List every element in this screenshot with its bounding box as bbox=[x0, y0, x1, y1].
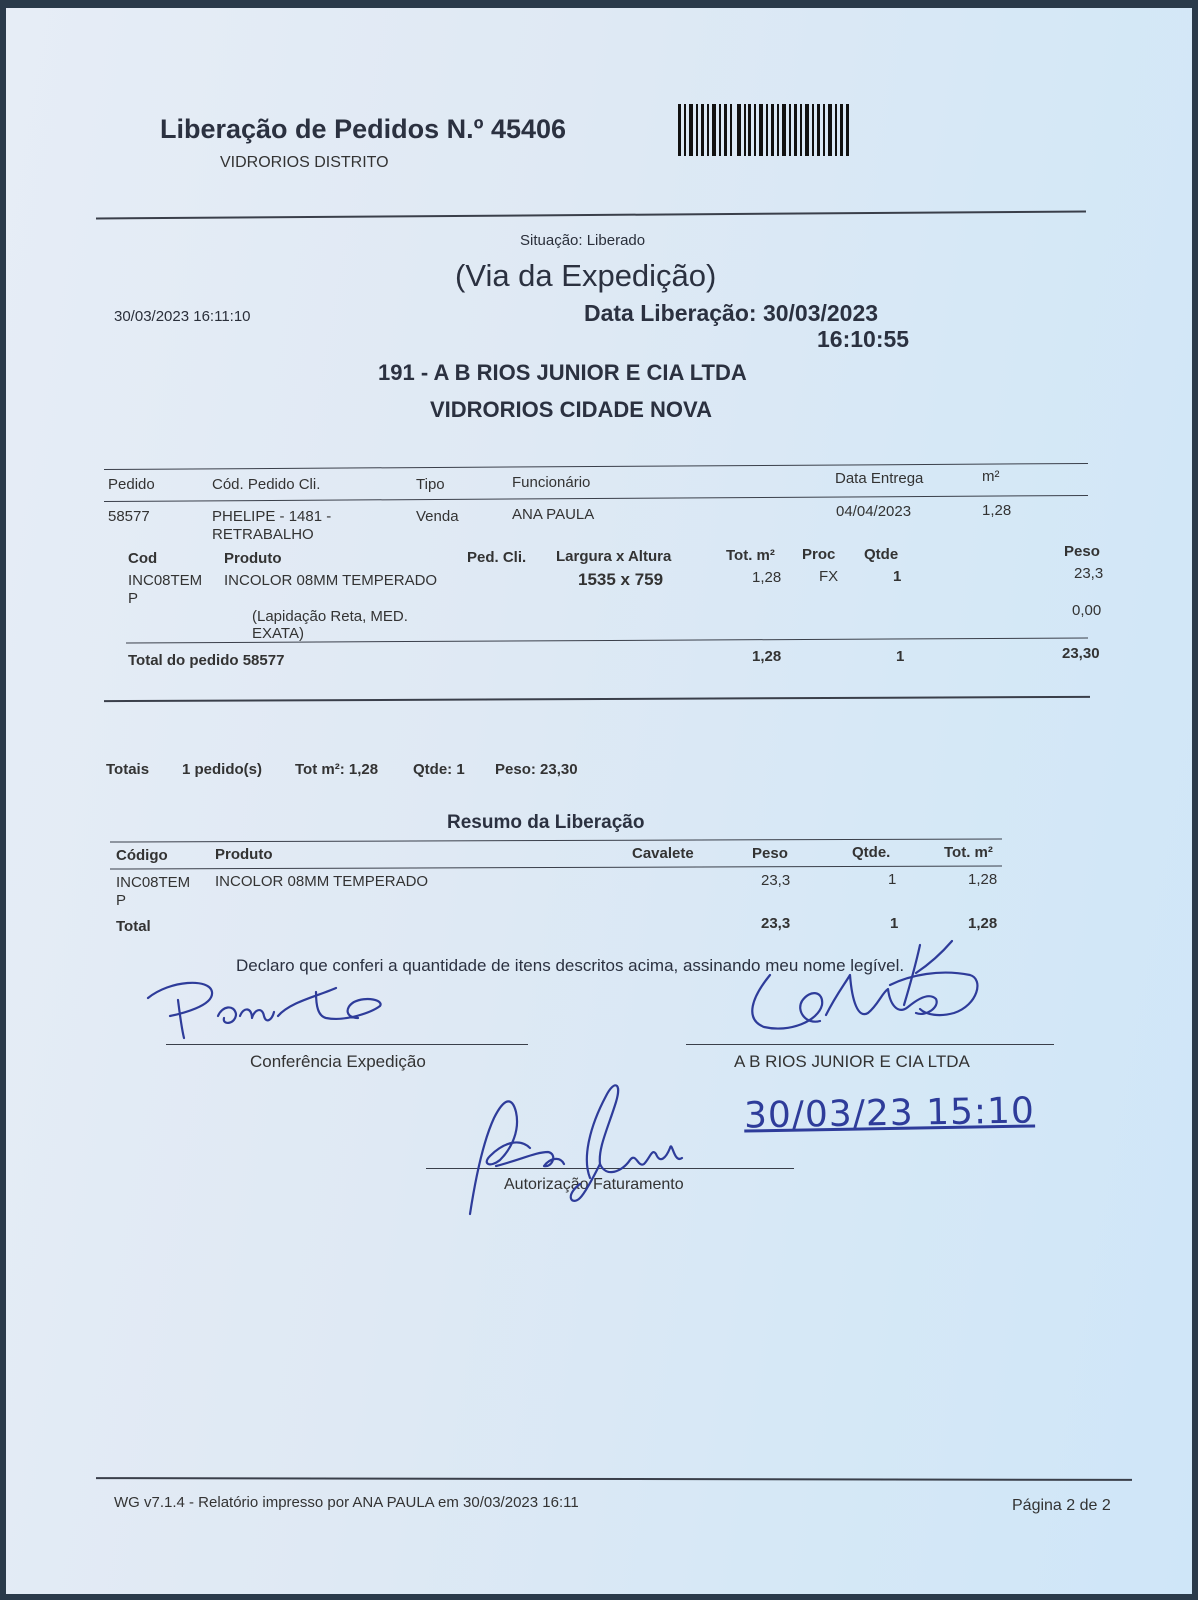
client-order-code: PHELIPE - 1481 - bbox=[212, 508, 332, 525]
summary-product: INCOLOR 08MM TEMPERADO bbox=[215, 873, 429, 890]
summary-weight: 23,3 bbox=[761, 872, 791, 889]
col-header-pedido: Pedido bbox=[108, 476, 155, 493]
signature-autorizacao-ink bbox=[460, 1068, 720, 1228]
copy-type: (Via da Expedição) bbox=[455, 258, 717, 293]
release-date: Data Liberação: 30/03/2023 bbox=[584, 300, 879, 326]
col-header-ped-cli: Ped. Cli. bbox=[467, 549, 527, 566]
process-weight: 0,00 bbox=[1072, 602, 1102, 619]
col-header-cod: Cod bbox=[128, 550, 158, 567]
item-tot-m2: 1,28 bbox=[752, 569, 782, 586]
col-header-peso: Peso bbox=[1064, 543, 1100, 560]
summary-qty: 1 bbox=[888, 871, 897, 888]
order-total-weight: 23,30 bbox=[1062, 645, 1100, 662]
item-process-desc: (Lapidação Reta, MED. bbox=[252, 608, 408, 625]
client-order-code-cont: RETRABALHO bbox=[212, 526, 314, 543]
employee-name: ANA PAULA bbox=[512, 506, 595, 523]
col-header-m2: m² bbox=[982, 468, 1000, 485]
company-name: VIDRORIOS DISTRITO bbox=[220, 154, 389, 171]
client-name: 191 - A B RIOS JUNIOR E CIA LTDA bbox=[378, 360, 747, 385]
signature-label-conferencia: Conferência Expedição bbox=[250, 1052, 426, 1071]
summary-col-cavalete: Cavalete bbox=[632, 845, 694, 862]
delivery-date: 04/04/2023 bbox=[836, 503, 912, 520]
signature-label-cliente: A B RIOS JUNIOR E CIA LTDA bbox=[734, 1052, 970, 1071]
summary-col-codigo: Código bbox=[116, 847, 168, 864]
col-header-tipo: Tipo bbox=[416, 476, 445, 493]
footer-print-info: WG v7.1.4 - Relatório impresso por ANA PAULA em 30/03/2023 16:11 bbox=[114, 1494, 579, 1511]
totals-m2: Tot m²: 1,28 bbox=[295, 761, 379, 778]
order-total-qty: 1 bbox=[896, 648, 905, 665]
release-time: 16:10:55 bbox=[817, 326, 910, 352]
summary-col-produto: Produto bbox=[215, 846, 273, 863]
summary-m2: 1,28 bbox=[968, 871, 998, 888]
summary-col-qtde: Qtde. bbox=[852, 844, 891, 861]
summary-col-tot-m2: Tot. m² bbox=[944, 844, 993, 861]
item-code-cont: P bbox=[128, 590, 139, 607]
print-datetime: 30/03/2023 16:11:10 bbox=[114, 308, 251, 325]
signature-cliente-ink bbox=[740, 935, 990, 1045]
order-total-m2: 1,28 bbox=[752, 648, 782, 665]
order-number: 58577 bbox=[108, 508, 150, 525]
footer-page-number: Página 2 de 2 bbox=[1012, 1497, 1111, 1514]
signature-conferencia-ink bbox=[140, 972, 420, 1052]
totals-weight: Peso: 23,30 bbox=[495, 761, 578, 778]
summary-title: Resumo da Liberação bbox=[447, 812, 645, 833]
order-m2: 1,28 bbox=[982, 502, 1012, 519]
signature-label-autorizacao: Autorização Faturamento bbox=[504, 1176, 684, 1193]
item-weight: 23,3 bbox=[1074, 565, 1104, 582]
item-qty: 1 bbox=[893, 568, 902, 585]
item-product: INCOLOR 08MM TEMPERADO bbox=[224, 572, 438, 589]
barcode bbox=[676, 104, 852, 156]
client-store: VIDRORIOS CIDADE NOVA bbox=[430, 397, 712, 422]
summary-total-weight: 23,3 bbox=[761, 915, 791, 932]
summary-total-m2: 1,28 bbox=[968, 915, 998, 932]
item-process-desc-cont: EXATA) bbox=[252, 625, 304, 642]
col-header-largura-altura: Largura x Altura bbox=[556, 548, 672, 565]
item-proc: FX bbox=[819, 568, 839, 585]
col-header-data-entrega: Data Entrega bbox=[835, 470, 924, 487]
order-total-label: Total do pedido 58577 bbox=[128, 652, 285, 669]
totals-label: Totais bbox=[106, 761, 150, 778]
col-header-proc: Proc bbox=[802, 546, 836, 563]
totals-qty: Qtde: 1 bbox=[413, 761, 465, 778]
col-header-funcionario: Funcionário bbox=[512, 474, 591, 491]
col-header-qtde: Qtde bbox=[864, 546, 899, 563]
item-dimensions: 1535 x 759 bbox=[578, 570, 664, 589]
summary-col-peso: Peso bbox=[752, 845, 788, 862]
summary-total-label: Total bbox=[116, 918, 151, 935]
order-type: Venda bbox=[416, 508, 459, 525]
totals-orders: 1 pedido(s) bbox=[182, 761, 263, 778]
handwritten-date: 30/03/23 15:10 bbox=[743, 1090, 1036, 1137]
col-header-cod-pedido-cli: Cód. Pedido Cli. bbox=[212, 476, 321, 493]
item-code: INC08TEM bbox=[128, 572, 203, 589]
status-text: Situação: Liberado bbox=[520, 232, 646, 249]
summary-total-qty: 1 bbox=[890, 915, 899, 932]
col-header-produto: Produto bbox=[224, 550, 282, 567]
declaration-text: Declaro que conferi a quantidade de itens descritos acima, assinando meu nome legível. bbox=[236, 956, 905, 975]
col-header-tot-m2: Tot. m² bbox=[726, 547, 775, 564]
document-title: Liberação de Pedidos N.º 45406 bbox=[160, 114, 567, 144]
summary-code: INC08TEM bbox=[116, 874, 191, 891]
summary-code-cont: P bbox=[116, 892, 127, 909]
